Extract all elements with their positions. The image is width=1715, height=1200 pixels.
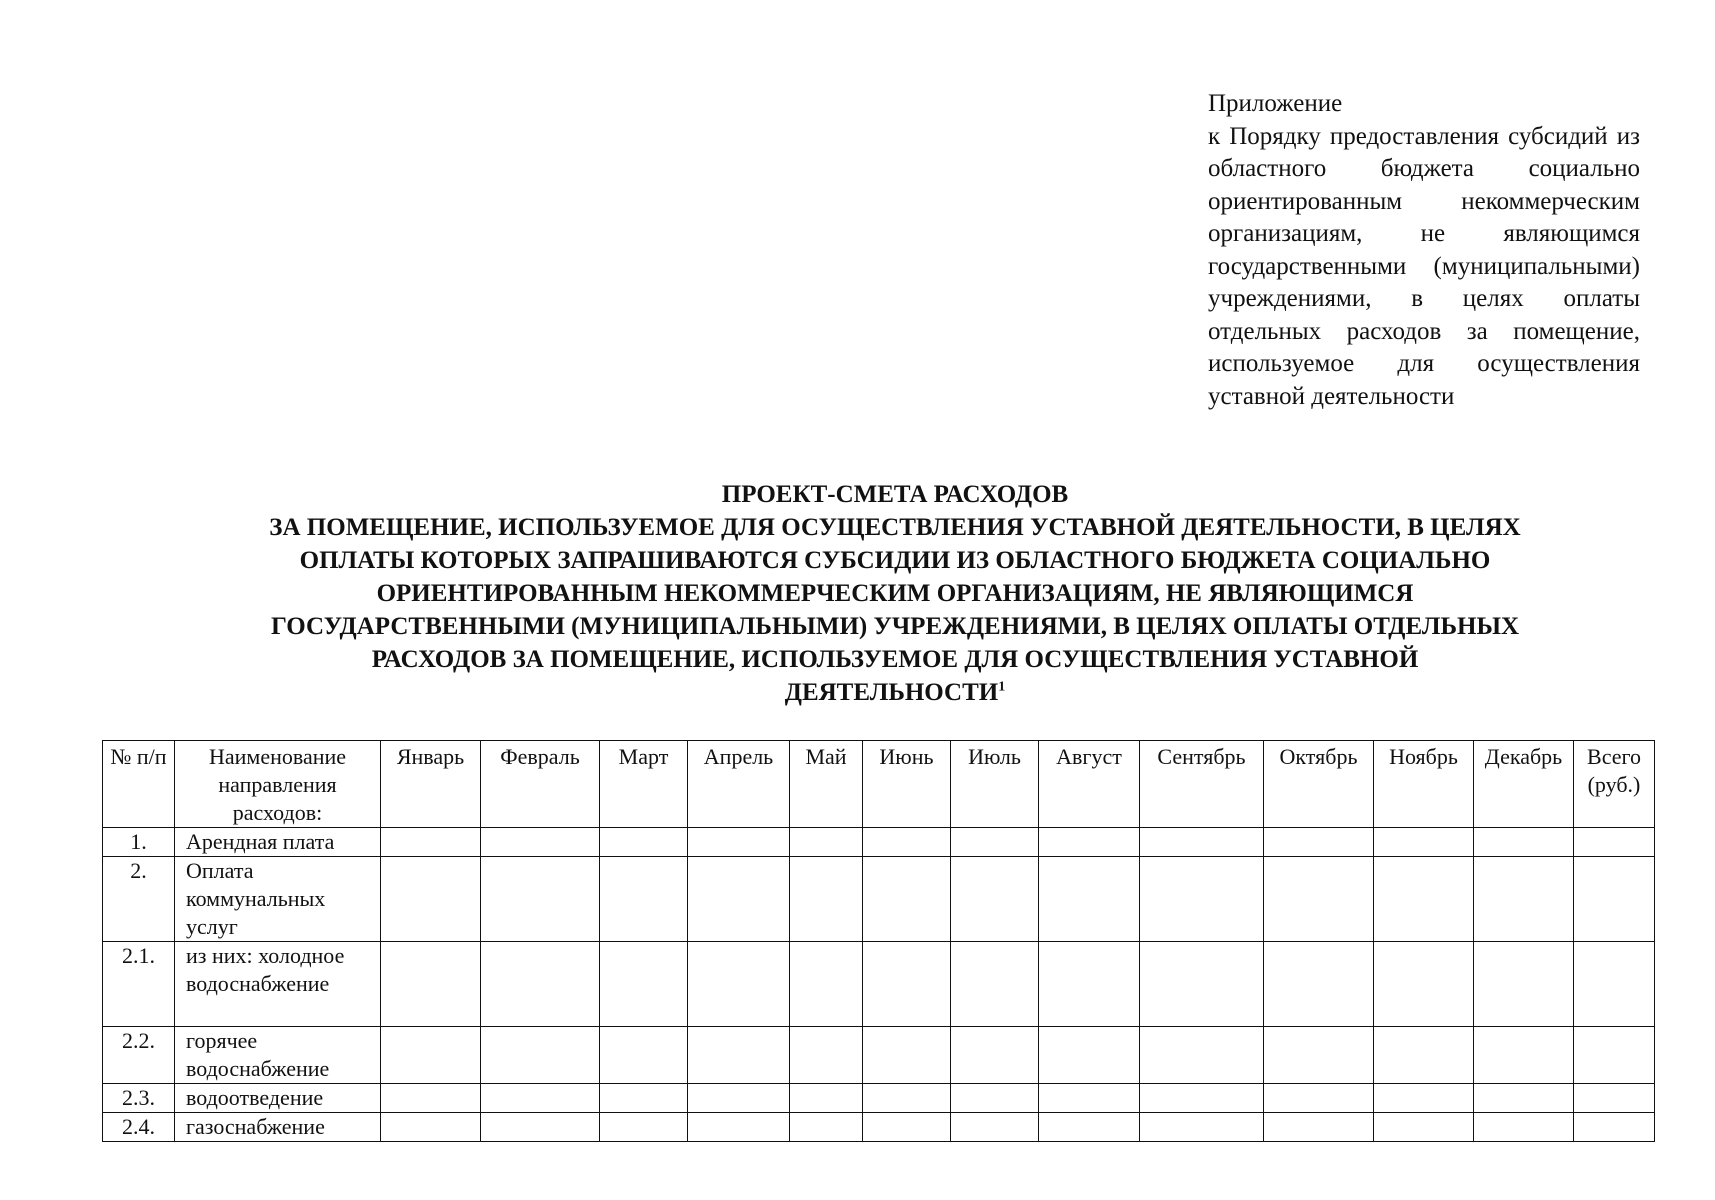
row-name: водоотведение bbox=[175, 1084, 381, 1113]
amount-cell[interactable] bbox=[1374, 857, 1474, 942]
appendix-block bbox=[1208, 88, 1640, 413]
amount-cell[interactable] bbox=[863, 1113, 951, 1142]
amount-cell[interactable] bbox=[951, 1113, 1039, 1142]
amount-cell[interactable] bbox=[600, 1027, 688, 1084]
amount-cell[interactable] bbox=[688, 857, 790, 942]
amount-cell[interactable] bbox=[1264, 857, 1374, 942]
header-month-feb: Февраль bbox=[481, 741, 600, 828]
total-cell[interactable] bbox=[1574, 857, 1655, 942]
document-title-line: ОПЛАТЫ КОТОРЫХ ЗАПРАШИВАЮТСЯ СУБСИДИИ ИЗ ОБЛАСТНОГО БЮДЖЕТА СОЦИАЛЬНО bbox=[299, 547, 1491, 574]
amount-cell[interactable] bbox=[951, 828, 1039, 857]
amount-cell[interactable] bbox=[863, 828, 951, 857]
row-number: 1. bbox=[103, 828, 175, 857]
amount-cell[interactable] bbox=[863, 857, 951, 942]
table-header-row bbox=[103, 741, 1655, 828]
amount-cell[interactable] bbox=[1374, 942, 1474, 1027]
amount-cell[interactable] bbox=[790, 857, 863, 942]
amount-cell[interactable] bbox=[1264, 1084, 1374, 1113]
total-cell[interactable] bbox=[1574, 1113, 1655, 1142]
amount-cell[interactable] bbox=[1039, 1113, 1140, 1142]
amount-cell[interactable] bbox=[863, 1027, 951, 1084]
table-row bbox=[103, 942, 1655, 1027]
amount-cell[interactable] bbox=[600, 1084, 688, 1113]
document-title bbox=[150, 478, 1640, 709]
header-name: Наименование направления расходов: bbox=[175, 741, 381, 828]
amount-cell[interactable] bbox=[481, 857, 600, 942]
amount-cell[interactable] bbox=[600, 942, 688, 1027]
amount-cell[interactable] bbox=[600, 828, 688, 857]
amount-cell[interactable] bbox=[688, 1084, 790, 1113]
document-title-line: ГОСУДАРСТВЕННЫМИ (МУНИЦИПАЛЬНЫМИ) УЧРЕЖДЕНИЯМИ, В ЦЕЛЯХ ОПЛАТЫ ОТДЕЛЬНЫХ bbox=[270, 613, 1520, 640]
row-number: 2.2. bbox=[103, 1027, 175, 1084]
row-number: 2.3. bbox=[103, 1084, 175, 1113]
amount-cell[interactable] bbox=[1039, 828, 1140, 857]
amount-cell[interactable] bbox=[951, 1027, 1039, 1084]
header-month-nov: Ноябрь bbox=[1374, 741, 1474, 828]
table-row bbox=[103, 1084, 1655, 1113]
row-name: горячее водоснабжение bbox=[175, 1027, 381, 1084]
amount-cell[interactable] bbox=[688, 942, 790, 1027]
header-number: № п/п bbox=[103, 741, 175, 828]
amount-cell[interactable] bbox=[863, 942, 951, 1027]
amount-cell[interactable] bbox=[1474, 828, 1574, 857]
total-cell[interactable] bbox=[1574, 1027, 1655, 1084]
total-cell[interactable] bbox=[1574, 942, 1655, 1027]
amount-cell[interactable] bbox=[1474, 1084, 1574, 1113]
amount-cell[interactable] bbox=[688, 1027, 790, 1084]
amount-cell[interactable] bbox=[1374, 1027, 1474, 1084]
table-row bbox=[103, 1113, 1655, 1142]
appendix-title: Приложение bbox=[1208, 90, 1343, 117]
amount-cell[interactable] bbox=[1264, 828, 1374, 857]
amount-cell[interactable] bbox=[951, 1084, 1039, 1113]
total-cell[interactable] bbox=[1574, 1084, 1655, 1113]
document-title-line: ДЕЯТЕЛЬНОСТИ bbox=[784, 679, 999, 706]
row-number: 2. bbox=[103, 857, 175, 942]
amount-cell[interactable] bbox=[1264, 942, 1374, 1027]
amount-cell[interactable] bbox=[381, 1113, 481, 1142]
amount-cell[interactable] bbox=[600, 1113, 688, 1142]
amount-cell[interactable] bbox=[1039, 857, 1140, 942]
amount-cell[interactable] bbox=[1474, 942, 1574, 1027]
amount-cell[interactable] bbox=[1140, 828, 1264, 857]
amount-cell[interactable] bbox=[1039, 1027, 1140, 1084]
row-name: Оплата коммунальных услуг bbox=[175, 857, 381, 942]
amount-cell[interactable] bbox=[1140, 1113, 1264, 1142]
amount-cell[interactable] bbox=[1264, 1027, 1374, 1084]
header-month-oct: Октябрь bbox=[1264, 741, 1374, 828]
amount-cell[interactable] bbox=[1140, 1084, 1264, 1113]
amount-cell[interactable] bbox=[863, 1084, 951, 1113]
budget-estimate-table bbox=[102, 740, 1655, 1142]
amount-cell[interactable] bbox=[1140, 942, 1264, 1027]
table-row bbox=[103, 1027, 1655, 1084]
row-number: 2.1. bbox=[103, 942, 175, 1027]
document-title-last-line bbox=[150, 676, 1640, 709]
amount-cell[interactable] bbox=[481, 942, 600, 1027]
amount-cell[interactable] bbox=[1474, 1027, 1574, 1084]
header-month-mar: Март bbox=[600, 741, 688, 828]
row-name: газоснабжение bbox=[175, 1113, 381, 1142]
amount-cell[interactable] bbox=[790, 1113, 863, 1142]
amount-cell[interactable] bbox=[381, 942, 481, 1027]
amount-cell[interactable] bbox=[790, 1027, 863, 1084]
amount-cell[interactable] bbox=[1039, 942, 1140, 1027]
amount-cell[interactable] bbox=[481, 1113, 600, 1142]
amount-cell[interactable] bbox=[951, 857, 1039, 942]
document-title-line: ПРОЕКТ-СМЕТА РАСХОДОВ bbox=[721, 481, 1069, 508]
amount-cell[interactable] bbox=[1374, 1084, 1474, 1113]
document-title-line: ЗА ПОМЕЩЕНИЕ, ИСПОЛЬЗУЕМОЕ ДЛЯ ОСУЩЕСТВЛЕНИЯ УСТАВНОЙ ДЕЯТЕЛЬНОСТИ, В ЦЕЛЯХ bbox=[269, 514, 1521, 541]
row-name: из них: холодное водоснабжение bbox=[175, 942, 381, 1027]
row-number: 2.4. bbox=[103, 1113, 175, 1142]
amount-cell[interactable] bbox=[790, 828, 863, 857]
amount-cell[interactable] bbox=[381, 857, 481, 942]
amount-cell[interactable] bbox=[688, 1113, 790, 1142]
amount-cell[interactable] bbox=[381, 1084, 481, 1113]
amount-cell[interactable] bbox=[951, 942, 1039, 1027]
document-title-line: ОРИЕНТИРОВАННЫМ НЕКОММЕРЧЕСКИМ ОРГАНИЗАЦИЯМ, НЕ ЯВЛЯЮЩИМСЯ bbox=[376, 580, 1414, 607]
table-row bbox=[103, 857, 1655, 942]
amount-cell[interactable] bbox=[381, 1027, 481, 1084]
amount-cell[interactable] bbox=[790, 1084, 863, 1113]
header-month-sep: Сентябрь bbox=[1140, 741, 1264, 828]
amount-cell[interactable] bbox=[1374, 1113, 1474, 1142]
header-month-jul: Июль bbox=[951, 741, 1039, 828]
amount-cell[interactable] bbox=[1264, 1113, 1374, 1142]
appendix-body: к Порядку предоставления субсидий из областного бюджета социально ориентированным некоммерческим организациям, не являющимся государственными (муниципальными) учреждениями, в целях оплаты отдельных расходов за помещение, используемое для осуществления уставной деятельности bbox=[1208, 122, 1640, 410]
amount-cell[interactable] bbox=[1140, 1027, 1264, 1084]
header-month-jan: Январь bbox=[381, 741, 481, 828]
amount-cell[interactable] bbox=[1140, 857, 1264, 942]
header-month-dec: Декабрь bbox=[1474, 741, 1574, 828]
amount-cell[interactable] bbox=[600, 857, 688, 942]
amount-cell[interactable] bbox=[1374, 828, 1474, 857]
header-month-apr: Апрель bbox=[688, 741, 790, 828]
header-total: Всего (руб.) bbox=[1574, 741, 1655, 828]
header-month-jun: Июнь bbox=[863, 741, 951, 828]
table-row bbox=[103, 828, 1655, 857]
header-month-aug: Август bbox=[1039, 741, 1140, 828]
document-title-line: РАСХОДОВ ЗА ПОМЕЩЕНИЕ, ИСПОЛЬЗУЕМОЕ ДЛЯ ОСУЩЕСТВЛЕНИЯ УСТАВНОЙ bbox=[371, 646, 1419, 673]
total-cell[interactable] bbox=[1574, 828, 1655, 857]
amount-cell[interactable] bbox=[790, 942, 863, 1027]
amount-cell[interactable] bbox=[481, 828, 600, 857]
amount-cell[interactable] bbox=[688, 828, 790, 857]
amount-cell[interactable] bbox=[481, 1084, 600, 1113]
amount-cell[interactable] bbox=[1039, 1084, 1140, 1113]
amount-cell[interactable] bbox=[1474, 857, 1574, 942]
footnote-mark: 1 bbox=[998, 679, 1006, 695]
amount-cell[interactable] bbox=[381, 828, 481, 857]
row-name: Арендная плата bbox=[175, 828, 381, 857]
amount-cell[interactable] bbox=[481, 1027, 600, 1084]
amount-cell[interactable] bbox=[1474, 1113, 1574, 1142]
header-month-may: Май bbox=[790, 741, 863, 828]
